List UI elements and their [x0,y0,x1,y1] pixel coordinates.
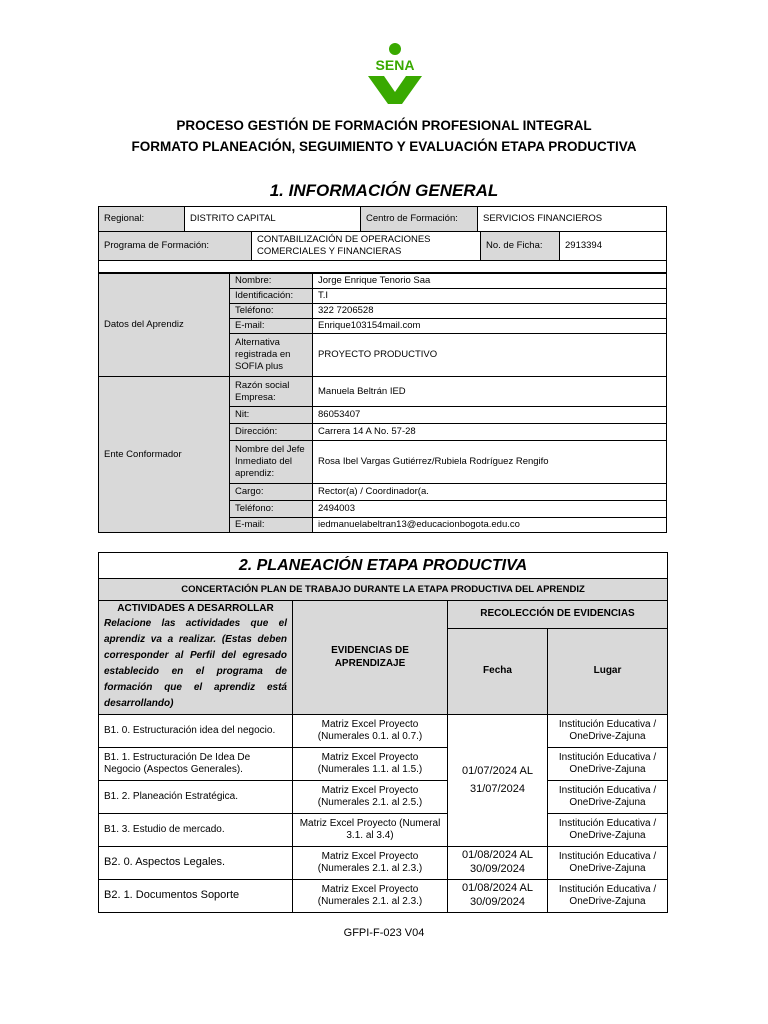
aprendiz-group-label: Datos del Aprendiz [99,274,230,377]
programa-value: CONTABILIZACIÓN DE OPERACIONES COMERCIALES Y FINANCIERAS [252,232,481,261]
aprendiz-value: 322 7206528 [313,304,667,319]
activity-cell: B1. 3. Estudio de mercado. [99,814,293,847]
evidence-cell: Matriz Excel Proyecto (Numerales 2.1. al 2.5.) [293,781,448,814]
fecha-b1-cell: 01/07/2024 AL 31/07/2024 [448,715,548,847]
lugar-cell: Institución Educativa / OneDrive-Zajuna [548,880,668,913]
section2-subtitle: CONCERTACIÓN PLAN DE TRABAJO DURANTE LA ETAPA PRODUCTIVA DEL APRENDIZ [99,579,668,601]
spacer-row [99,261,667,273]
evidence-cell: Matriz Excel Proyecto (Numeral 3.1. al 3.4) [293,814,448,847]
evidence-cell: Matriz Excel Proyecto (Numerales 2.1. al 2.3.) [293,847,448,880]
ente-label: Dirección: [230,424,313,441]
ente-value: 86053407 [313,407,667,424]
aprendiz-ente-table [98,273,667,533]
process-title: PROCESO GESTIÓN DE FORMACIÓN PROFESIONAL INTEGRAL [176,118,592,133]
svg-text:SENA: SENA [375,57,415,73]
centro-value: SERVICIOS FINANCIEROS [478,207,667,232]
format-title: FORMATO PLANEACIÓN, SEGUIMIENTO Y EVALUACIÓN ETAPA PRODUCTIVA [131,139,637,154]
evidence-cell: Matriz Excel Proyecto (Numerales 0.1. al 0.7.) [293,715,448,748]
activity-cell: B1. 1. Estructuración De Idea De Negocio (Aspectos Generales). [99,748,293,781]
evidencias-header: EVIDENCIAS DE APRENDIZAJE [293,601,448,715]
aprendiz-label: Alternativa registrada en SOFIA plus [230,334,313,377]
evidence-cell: Matriz Excel Proyecto (Numerales 1.1. al 1.5.) [293,748,448,781]
ente-value: Rector(a) / Coordinador(a. [313,484,667,501]
activity-cell: B2. 1. Documentos Soporte [99,880,293,913]
activities-header-note: Relacione las actividades que el aprendiz va a realizar. (Estas deben corresponder al Perfil del egresado establecido en el programa de formación que el aprendiz está desarrollando) [104,617,287,709]
evidence-cell: Matriz Excel Proyecto (Numerales 2.1. al 2.3.) [293,880,448,913]
ente-value: iedmanuelabeltran13@educacionbogota.edu.co [313,518,667,533]
ente-label: Razón social Empresa: [230,377,313,407]
ente-value: Manuela Beltrán IED [313,377,667,407]
activity-cell: B1. 0. Estructuración idea del negocio. [99,715,293,748]
ente-label: Nit: [230,407,313,424]
regional-label: Regional: [99,207,185,232]
fecha-cell: 01/08/2024 AL 30/09/2024 [448,847,548,880]
lugar-cell: Institución Educativa / OneDrive-Zajuna [548,715,668,748]
lugar-cell: Institución Educativa / OneDrive-Zajuna [548,847,668,880]
programa-label: Programa de Formación: [99,232,252,261]
ente-value: Rosa Ibel Vargas Gutiérrez/Rubiela Rodríguez Rengifo [313,441,667,484]
activities-header [99,601,293,715]
lugar-header: Lugar [548,629,668,715]
fecha-cell: 01/08/2024 AL 30/09/2024 [448,880,548,913]
aprendiz-value: T.I [313,289,667,304]
aprendiz-label: E-mail: [230,319,313,334]
ente-value: 2494003 [313,501,667,518]
form-code: GFPI-F-023 V04 [343,927,425,939]
lugar-cell: Institución Educativa / OneDrive-Zajuna [548,814,668,847]
centro-label: Centro de Formación: [361,207,478,232]
ente-label: E-mail: [230,518,313,533]
planeacion-table [98,552,668,913]
activity-cell: B1. 2. Planeación Estratégica. [99,781,293,814]
programa-table [98,231,667,273]
section1-title: 1. INFORMACIÓN GENERAL [269,181,499,200]
general-info-table [98,206,667,232]
ente-label: Teléfono: [230,501,313,518]
fecha-header: Fecha [448,629,548,715]
lugar-cell: Institución Educativa / OneDrive-Zajuna [548,748,668,781]
regional-value: DISTRITO CAPITAL [185,207,361,232]
ficha-value: 2913394 [560,232,667,261]
recoleccion-header: RECOLECCIÓN DE EVIDENCIAS [448,601,668,629]
aprendiz-label: Identificación: [230,289,313,304]
sena-logo [362,42,428,108]
ente-value: Carrera 14 A No. 57-28 [313,424,667,441]
aprendiz-value: PROYECTO PRODUCTIVO [313,334,667,377]
aprendiz-label: Teléfono: [230,304,313,319]
ente-group-label: Ente Conformador [99,377,230,533]
ficha-label: No. de Ficha: [481,232,560,261]
ente-label: Nombre del Jefe Inmediato del aprendiz: [230,441,313,484]
aprendiz-label: Nombre: [230,274,313,289]
aprendiz-value: Enrique103154mail.com [313,319,667,334]
activities-header-title: ACTIVIDADES A DESARROLLAR [117,603,274,614]
lugar-cell: Institución Educativa / OneDrive-Zajuna [548,781,668,814]
section2-title: 2. PLANEACIÓN ETAPA PRODUCTIVA [99,553,668,579]
aprendiz-value: Jorge Enrique Tenorio Saa [313,274,667,289]
ente-label: Cargo: [230,484,313,501]
activity-cell: B2. 0. Aspectos Legales. [99,847,293,880]
